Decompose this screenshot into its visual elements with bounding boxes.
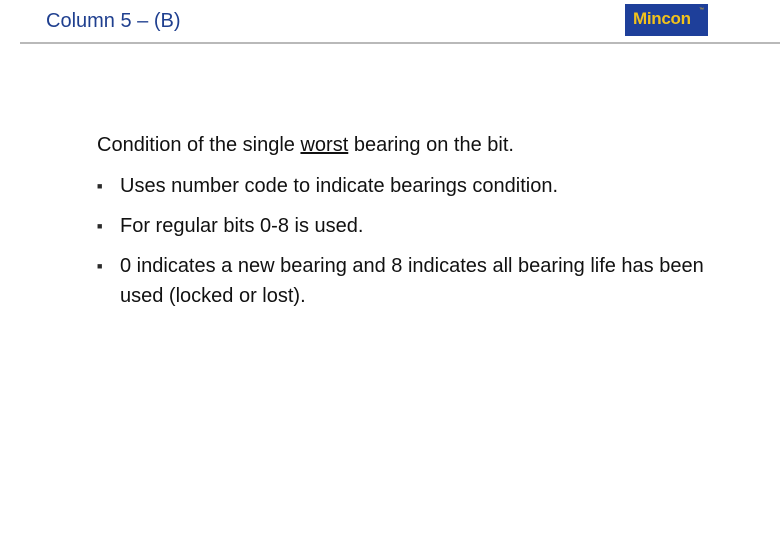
slide-body	[97, 131, 737, 321]
bullet-list	[97, 171, 737, 311]
bullet-text: 0 indicates a new bearing and 8 indicates all bearing life has been used (locked or lost).	[120, 255, 704, 307]
lead-text-after: bearing on the bit.	[348, 134, 514, 156]
bullet-item	[97, 211, 737, 241]
header-divider	[20, 42, 780, 44]
lead-underlined-word: worst	[300, 134, 349, 156]
bullet-square-icon: ■	[97, 221, 103, 231]
mincon-logo	[625, 4, 708, 36]
page-title: Column 5 – (B)	[46, 10, 181, 32]
bullet-item	[97, 251, 737, 311]
bullet-text: Uses number code to indicate bearings condition.	[120, 175, 559, 197]
logo-trademark: ™	[699, 7, 704, 13]
bullet-square-icon: ■	[97, 261, 103, 271]
logo-text: Mincon	[633, 9, 691, 28]
bullet-square-icon: ■	[97, 181, 103, 191]
lead-sentence	[97, 131, 737, 159]
bullet-item	[97, 171, 737, 201]
lead-text-before: Condition of the single	[97, 134, 301, 156]
bullet-text: For regular bits 0-8 is used.	[120, 215, 364, 237]
